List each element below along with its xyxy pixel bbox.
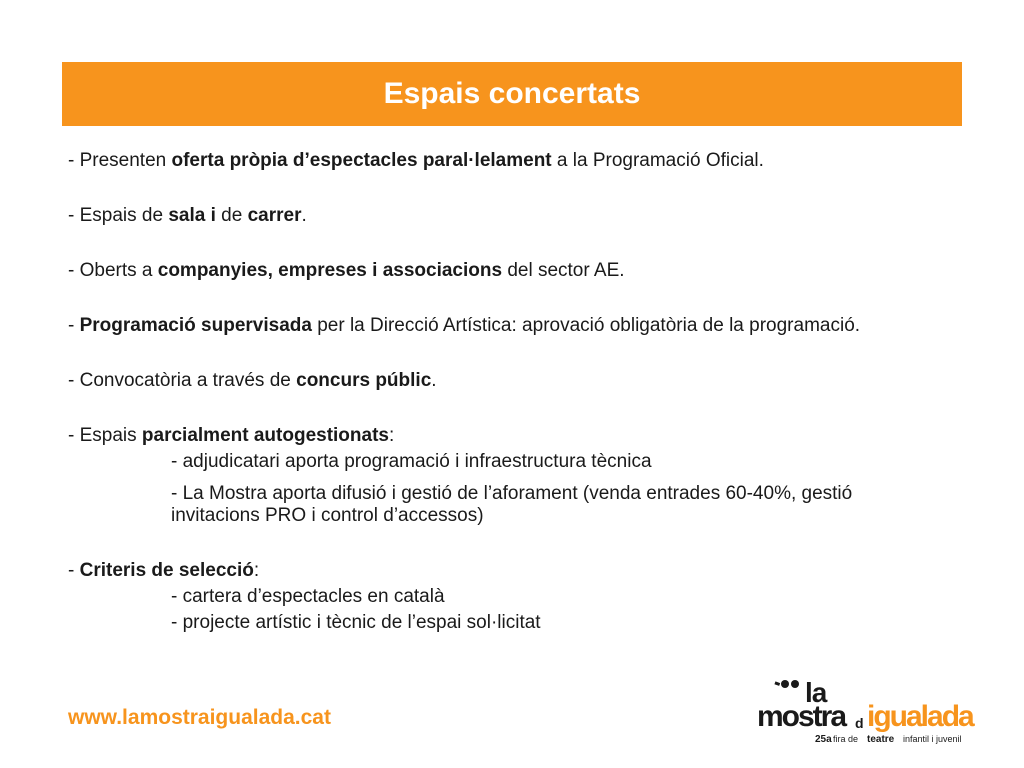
emphasis: parcialment autogestionats [141,425,389,446]
logo-word-d: d [855,715,864,731]
logo-word-igualada: igualada [867,700,973,733]
text: : [388,425,395,446]
logo-word-la: la [805,677,827,708]
logo-word-mostra: mostra [757,700,846,733]
text: de [215,205,248,226]
text: - Espais de [68,205,169,226]
la-mostra-logo [755,676,975,746]
emphasis: Criteris de selecció [79,560,254,581]
sub-item: - cartera d’espectacles en català [171,586,445,607]
title-banner [62,62,962,126]
emphasis: sala i [168,205,216,226]
logo-mark-icon [774,681,780,686]
emphasis: companyies, empreses i associacions [157,260,503,281]
logo-eye-icon [791,680,799,688]
logo-sub-fira: fira de [833,734,859,744]
text: - Presenten [68,150,172,171]
logo-sub-teatre: teatre [867,734,895,745]
logo-sub-25a: 25a [815,734,832,745]
text: - [68,560,80,581]
list-item [68,313,948,339]
list-item [68,148,948,174]
sub-item-continuation: invitacions PRO i control d’accessos) [171,505,484,526]
emphasis: oferta pròpia d’espectacles paral·lelament [171,150,552,171]
list-item [68,368,948,394]
sub-item: - projecte artístic i tècnic de l’espai sol·licitat [171,612,541,633]
logo-eye-icon [781,680,789,688]
text: - [68,315,80,336]
website-url[interactable]: www.lamostraigualada.cat [68,706,331,729]
content-body [68,148,948,636]
emphasis: concurs públic [296,370,432,391]
page-title: Espais concertats [383,77,641,110]
text: del sector AE. [502,260,625,281]
sub-item: - La Mostra aporta difusió i gestió de l’aforament (venda entrades 60-40%, gestió [171,483,853,504]
logo-sub-infantil: infantil i juvenil [903,734,962,744]
text: a la Programació Oficial. [551,150,764,171]
text: . [431,370,437,391]
emphasis: carrer [247,205,302,226]
list-item [68,423,948,449]
text: per la Direcció Artística: aprovació obligatòria de la programació. [311,315,861,336]
text: : [253,560,260,581]
text: - Oberts a [68,260,158,281]
text: - Convocatòria a través de [68,370,297,391]
text: . [301,205,307,226]
list-item [68,558,948,584]
list-item [68,258,948,284]
text: - Espais [68,425,142,446]
list-item [68,203,948,229]
sub-item: - adjudicatari aporta programació i infraestructura tècnica [171,451,652,472]
emphasis: Programació supervisada [79,315,312,336]
